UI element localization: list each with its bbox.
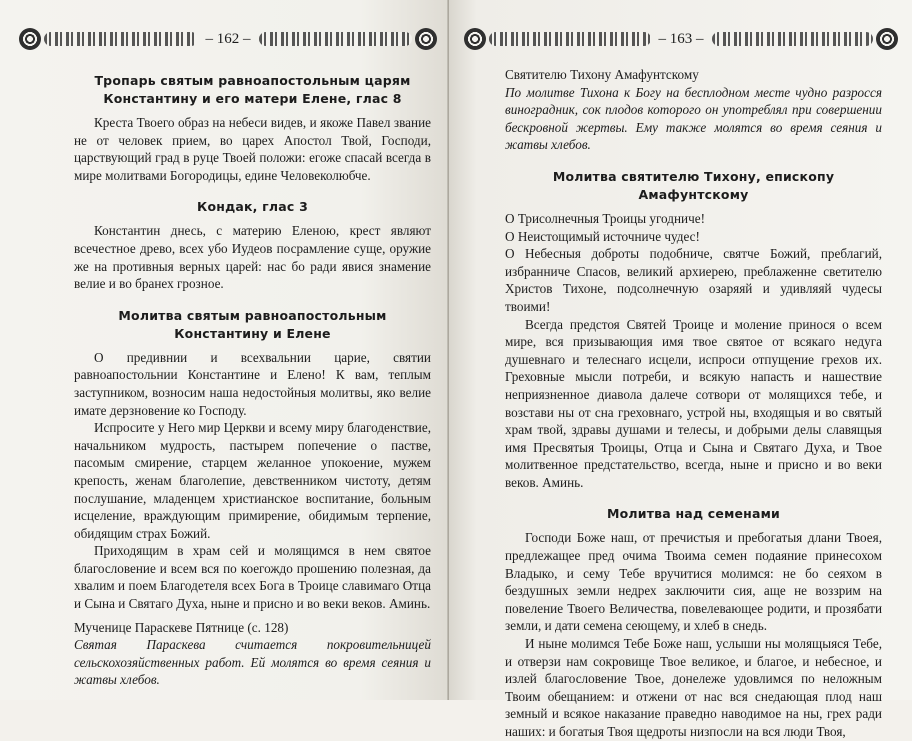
left-page-header	[16, 28, 440, 50]
prayer-paragraph: Испросите у Него мир Церкви и всему миру благоденствие, начальником мудрость, пастырем попечение о пастве, пасомым смирение, старцем желанное упокоение, мужем крепость, женам благолепие, девственником чистоту, детям послушание, младенцем христианское воспитание, больным исцеление, враждующим примирение, обидимым терпение, обидящим страх Божий.	[74, 420, 431, 541]
rosette-ornament-icon	[415, 28, 437, 50]
ornament-border	[259, 32, 413, 46]
right-page	[449, 0, 912, 739]
ornament-border	[44, 32, 198, 46]
kontakion-heading: Кондак, глас 3	[197, 199, 308, 215]
prayer-paragraph: О Небесныя доброты подобниче, святче Божий, преблагий, избранниче Спасов, великий архиерею, преблаженне светителю Христов Тихоне, подсолнечную озаряяй и удивляяй чудесы твоими!	[505, 246, 882, 314]
prayer-paragraph: Господи Боже наш, от пречистыя и пребогатыя длани Твоея, предлежащее пред очима Твоима семен подаяние принесохом Владыко, и сему Тебе вручитися молимся: не бо сеяхом в бездушных земли недрех заключити сия, аще не воззрим на повеление Твоего Величества, повелевающее родити, и прозябати земли, и дати семена сеющему, и хлеб в снедь.	[505, 530, 882, 634]
kontakion-text: Константин днесь, с материю Еленою, крест являют всечестное древо, всех убо Иудеов посрамление суще, оружие же на противныя верных царей: нас бо ради явися знамение велие и во бранех грозное.	[74, 223, 431, 292]
seeds-prayer-heading: Молитва над семенами	[606, 506, 781, 522]
prayer-line: О Неистощимый источниче чудес!	[505, 228, 700, 244]
note-text: Святая Параскева считается покровительницей сельскохозяйственных работ. Ей молятся во время сеяния и жатвы хлебов.	[74, 637, 431, 688]
troparion-heading: Тропарь святым равноапостольным царям Константину и его матери Елене, глас 8	[94, 73, 411, 106]
note-text: По молитве Тихона к Богу на бесплодном месте чудно разросся виноградник, сок плодов которого он употреблял при совершении бескровной жертвы. Ему также молятся во время сеяния и жатвы хлебов.	[505, 84, 882, 153]
note-title: Мученице Параскеве Пятнице (с. 128)	[74, 619, 289, 635]
prayer-paragraph: Всегда предстоя Святей Троице и моление принося о всем мире, вся призывающия имя твое святое от всякаго недуга душевнаго и телеснаго исцели, испроси отпущение грехов их. Греховные мысли потреби, и всякую напасть и нашествие неприязненное диавола далече сотвори от молящихся тебе, и возстави ны от сна греховнаго, устрой ны, входящыя и во святый храм твой, здравы душами и телесы, и добрыми делы славящыя имя Пресвятыя Троицы, Отца и Сына и Святаго Духа, и Твое молитвенное предстательство, всегда, ныне и присно и во веки веков. Аминь.	[505, 316, 882, 490]
prayer-paragraph: Приходящим в храм сей и молящимся в нем святое благословение и всем вся по коегождо прошению полезная, да хвалим и поем Благодетеля всех Бога в Троице славимаго Отца и Сына и Святаго Духа, ныне и присно и во веки веков. Аминь.	[74, 543, 431, 612]
rosette-ornament-icon	[876, 28, 898, 50]
right-page-header	[461, 28, 901, 50]
prayer-paragraph: И ныне молимся Тебе Боже наш, услыши ны молящыяся Тебе, и отверзи нам сокровище Твое великое, и благое, и небесное, и излей благословение Твое, донележе удовлимся по неложным Твоим обещанием: и отжени от нас вся снедающая плод наш земный и всякое наказание праведно наводимое на ны, грех ради наших: и богатыя Твоя щедроты низпосли на вся люди Твоя,	[505, 636, 882, 739]
prayer-heading: Молитва святым равноапостольным Константину и Елене	[118, 307, 387, 341]
left-page	[0, 0, 449, 700]
prayer-line: О Трисолнечныя Троицы угодниче!	[505, 210, 705, 226]
note-title: Святителю Тихону Амафунтскому	[505, 67, 699, 82]
page-number: – 163 –	[658, 30, 704, 47]
rosette-ornament-icon	[464, 28, 486, 50]
prayer-paragraph: О предивнии и всехвальнии царие, святии равноапостольнии Константине и Елено! К вам, теплым заступником, возносим наша недостойныя молитвы, яко велие имате дерзновение ко Господу.	[74, 349, 431, 418]
ornament-border	[489, 32, 651, 46]
prayer-heading: Молитва святителю Тихону, епископу Амафунтскому	[552, 168, 835, 202]
rosette-ornament-icon	[19, 28, 41, 50]
page-number: – 162 –	[205, 30, 251, 47]
ornament-border	[712, 32, 874, 46]
troparion-text: Креста Твоего образ на небеси видев, и якоже Павел звание не от человек прием, во царех Апостол Твой, Господи, царствующий град в руце Твоей положи: егоже спасай всегда в мире молитвами Богородицы, едине Человеколюбче.	[74, 115, 431, 183]
